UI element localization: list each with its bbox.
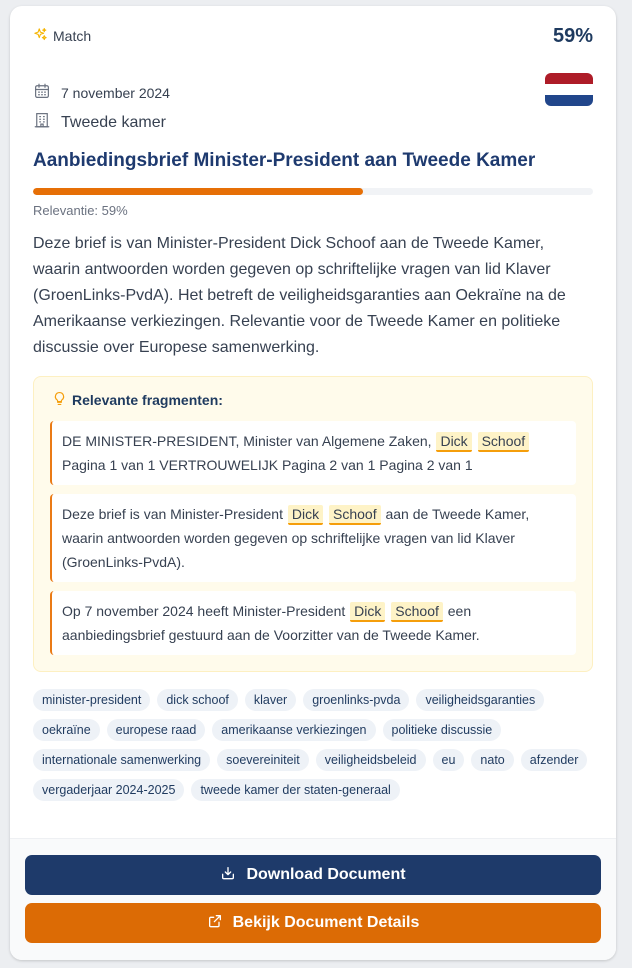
tag-chip[interactable]: tweede kamer der staten-generaal bbox=[191, 779, 399, 801]
tag-chip[interactable]: nato bbox=[471, 749, 513, 771]
document-card bbox=[10, 6, 616, 960]
tag-chip[interactable]: eu bbox=[433, 749, 465, 771]
tag-chip[interactable]: politieke discussie bbox=[383, 719, 502, 741]
tag-chip[interactable]: veiligheidsbeleid bbox=[316, 749, 426, 771]
tag-chip[interactable]: groenlinks-pvda bbox=[303, 689, 409, 711]
fragment-item bbox=[50, 591, 576, 655]
tag-chip[interactable]: internationale samenwerking bbox=[33, 749, 210, 771]
building-icon bbox=[33, 111, 51, 134]
fragment-item bbox=[50, 421, 576, 485]
relevant-fragments-panel bbox=[33, 376, 593, 672]
document-organization: Tweede kamer bbox=[61, 113, 166, 131]
tag-list bbox=[33, 689, 593, 801]
tag-chip[interactable]: klaver bbox=[245, 689, 296, 711]
tag-chip[interactable]: minister-president bbox=[33, 689, 150, 711]
highlighted-term: Schoof bbox=[478, 432, 530, 452]
fragments-heading: Relevante fragmenten: bbox=[72, 392, 223, 408]
download-icon bbox=[220, 865, 236, 886]
highlighted-term: Dick bbox=[350, 602, 385, 622]
flag-stripe-red bbox=[545, 73, 593, 84]
match-row bbox=[33, 6, 593, 66]
tag-chip[interactable]: veiligheidsgaranties bbox=[416, 689, 544, 711]
document-date: 7 november 2024 bbox=[61, 84, 170, 101]
tag-chip[interactable]: afzender bbox=[521, 749, 588, 771]
fragment-text: Op 7 november 2024 heeft Minister-President bbox=[62, 603, 350, 619]
highlighted-term: Schoof bbox=[391, 602, 443, 622]
relevance-label: Relevantie: 59% bbox=[33, 203, 128, 218]
match-score: 59% bbox=[552, 24, 593, 47]
netherlands-flag bbox=[545, 73, 593, 106]
fragment-text bbox=[386, 603, 390, 619]
tag-chip[interactable]: europese raad bbox=[107, 719, 206, 741]
external-link-icon bbox=[207, 913, 223, 934]
fragments-header bbox=[52, 391, 576, 409]
tag-chip[interactable]: dick schoof bbox=[157, 689, 238, 711]
fragment-list bbox=[50, 421, 576, 655]
document-details-button[interactable] bbox=[25, 903, 601, 943]
flag-stripe-blue bbox=[545, 95, 593, 106]
card-footer bbox=[10, 838, 616, 960]
match-indicator bbox=[33, 27, 91, 45]
fragment-text: Pagina 1 van 1 VERTROUWELIJK Pagina 2 van 1 Pagina 2 van 1 bbox=[62, 457, 473, 473]
fragment-text bbox=[473, 433, 477, 449]
document-title[interactable]: Aanbiedingsbrief Minister-President aan Tweede Kamer bbox=[33, 150, 536, 171]
fragment-item bbox=[50, 494, 576, 582]
tag-chip[interactable]: amerikaanse verkiezingen bbox=[212, 719, 375, 741]
tag-chip[interactable]: oekraïne bbox=[33, 719, 100, 741]
highlighted-term: Dick bbox=[436, 432, 471, 452]
fragment-text bbox=[324, 506, 328, 522]
download-document-button[interactable] bbox=[25, 855, 601, 895]
fragment-text: Deze brief is van Minister-President bbox=[62, 506, 287, 522]
fragment-text: een aanbiedingsbrief gestuurd aan de Voorzitter van de Tweede Kamer. bbox=[62, 603, 480, 643]
relevance-bar-fill bbox=[33, 188, 363, 195]
tag-chip[interactable]: vergaderjaar 2024-2025 bbox=[33, 779, 184, 801]
meta-section bbox=[33, 66, 593, 146]
fragment-text: aan de Tweede Kamer, waarin antwoorden worden gegeven op schriftelijke vragen van lid Klaver (GroenLinks-PvdA). bbox=[62, 506, 530, 570]
match-label: Match bbox=[53, 28, 92, 44]
fragment-text: DE MINISTER-PRESIDENT, Minister van Algemene Zaken, bbox=[62, 433, 436, 449]
document-summary: Deze brief is van Minister-President Dick Schoof aan de Tweede Kamer, waarin antwoorden worden gegeven op schriftelijke vragen van lid Klaver (GroenLinks-PvdA). Het betreft de veiligheidsgaranties aan Oekraïne na de Amerikaanse verkiezingen. Relevantie voor de Tweede Kamer en politieke discussie over Europese samenwerking. bbox=[33, 235, 566, 356]
details-button-label: Bekijk Document Details bbox=[232, 914, 420, 931]
tag-chip[interactable]: soevereiniteit bbox=[217, 749, 309, 771]
date-line bbox=[33, 82, 170, 103]
highlighted-term: Dick bbox=[288, 505, 323, 525]
calendar-icon bbox=[33, 82, 51, 103]
highlighted-term: Schoof bbox=[329, 505, 381, 525]
organization-line bbox=[33, 111, 166, 134]
relevance-bar bbox=[33, 188, 593, 195]
lightbulb-icon bbox=[52, 391, 67, 409]
flag-stripe-white bbox=[545, 84, 593, 95]
download-button-label: Download Document bbox=[246, 866, 406, 883]
sparkles-icon bbox=[33, 27, 48, 45]
